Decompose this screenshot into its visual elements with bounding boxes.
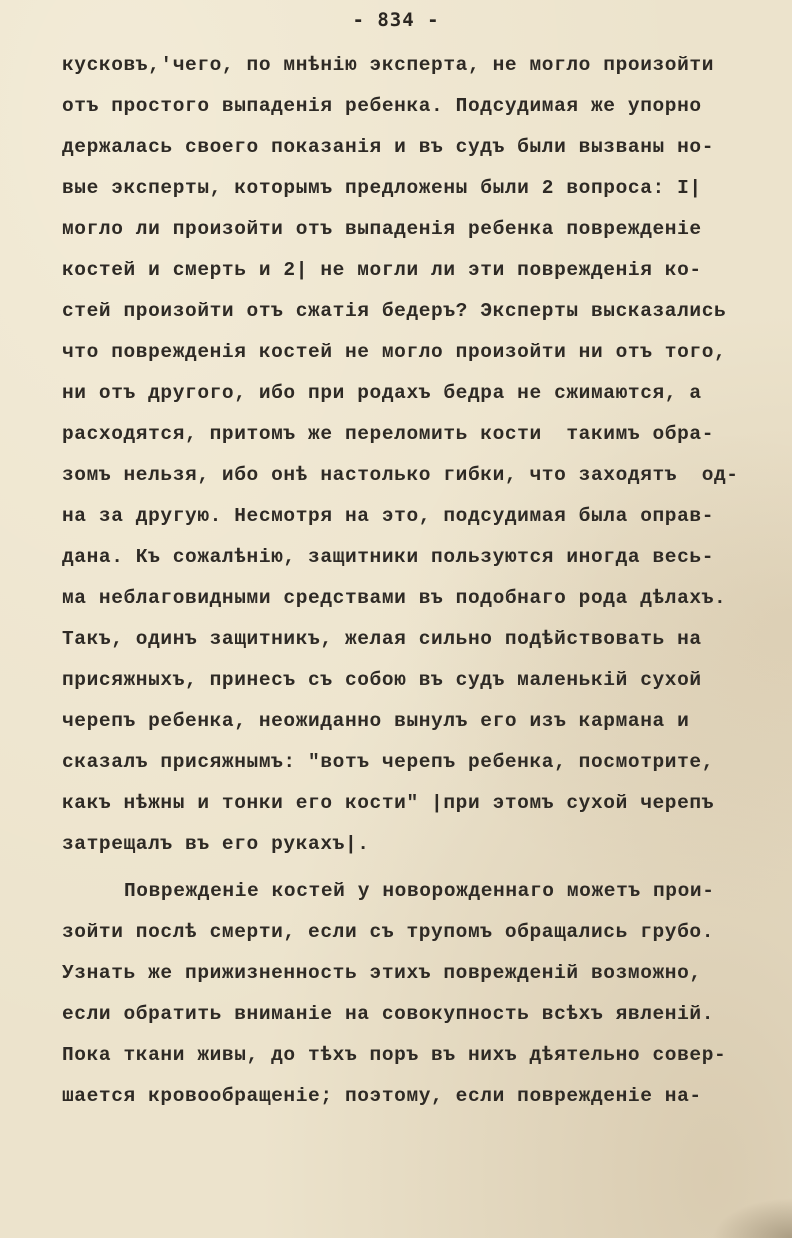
text-line: отъ простого выпаденія ребенка. Подсудимая же упорно — [62, 95, 702, 117]
scan-shadow — [712, 1198, 792, 1238]
paragraph-1 — [62, 45, 782, 865]
text-line: расходятся, притомъ же переломить кости такимъ обра- — [62, 423, 715, 445]
text-line: дана. Къ сожалѣнію, защитники пользуются иногда весь- — [62, 546, 715, 568]
paragraph-2 — [62, 871, 782, 1117]
text-line: зойти послѣ смерти, если съ трупомъ обращались грубо. — [62, 921, 715, 943]
text-line: вые эксперты, которымъ предложены были 2 вопроса: I| — [62, 177, 702, 199]
text-line: присяжныхъ, принесъ съ собою въ судъ маленькій сухой — [62, 669, 702, 691]
body-text — [62, 45, 782, 1117]
text-line: держалась своего показанія и въ судъ были вызваны но- — [62, 136, 715, 158]
text-line: шается кровообращеніе; поэтому, если поврежденіе на- — [62, 1085, 702, 1107]
text-line: что поврежденія костей не могло произойти ни отъ того, — [62, 341, 727, 363]
text-line: на за другую. Несмотря на это, подсудимая была оправ- — [62, 505, 715, 527]
text-line: ни отъ другого, ибо при родахъ бедра не сжимаются, а — [62, 382, 702, 404]
text-line: затрещалъ въ его рукахъ|. — [62, 833, 370, 855]
text-line: сказалъ присяжнымъ: "вотъ черепъ ребенка, посмотрите, — [62, 751, 715, 773]
text-line: могло ли произойти отъ выпаденія ребенка поврежденіе — [62, 218, 702, 240]
text-line: кусковъ,'чего, по мнѣнію эксперта, не могло произойти — [62, 54, 715, 76]
text-line: какъ нѣжны и тонки его кости" |при этомъ сухой черепъ — [62, 792, 715, 814]
text-line: Такъ, одинъ защитникъ, желая сильно подѣйствовать на — [62, 628, 702, 650]
text-line: ма неблаговидными средствами въ подобнаго рода дѣлахъ. — [62, 587, 727, 609]
page-number: - 834 - — [352, 9, 440, 31]
text-line: черепъ ребенка, неожиданно вынулъ его изъ кармана и — [62, 710, 690, 732]
text-line: Узнать же прижизненность этихъ повреждeній возможно, — [62, 962, 702, 984]
text-line: костей и смерть и 2| не могли ли эти поврежденія ко- — [62, 259, 702, 281]
text-line: зомъ нельзя, ибо онѣ настолько гибки, что заходятъ од- — [62, 464, 739, 486]
text-line: Пока ткани живы, до тѣхъ поръ въ нихъ дѣятельно совер- — [62, 1044, 727, 1066]
text-line: если обратить вниманіе на совокупность всѣхъ явлeній. — [62, 1003, 715, 1025]
text-line: Поврежденіе костей у новорожденнаго можетъ прои- — [124, 880, 715, 902]
text-line: стей произойти отъ сжатія бедеръ? Эксперты высказались — [62, 300, 727, 322]
